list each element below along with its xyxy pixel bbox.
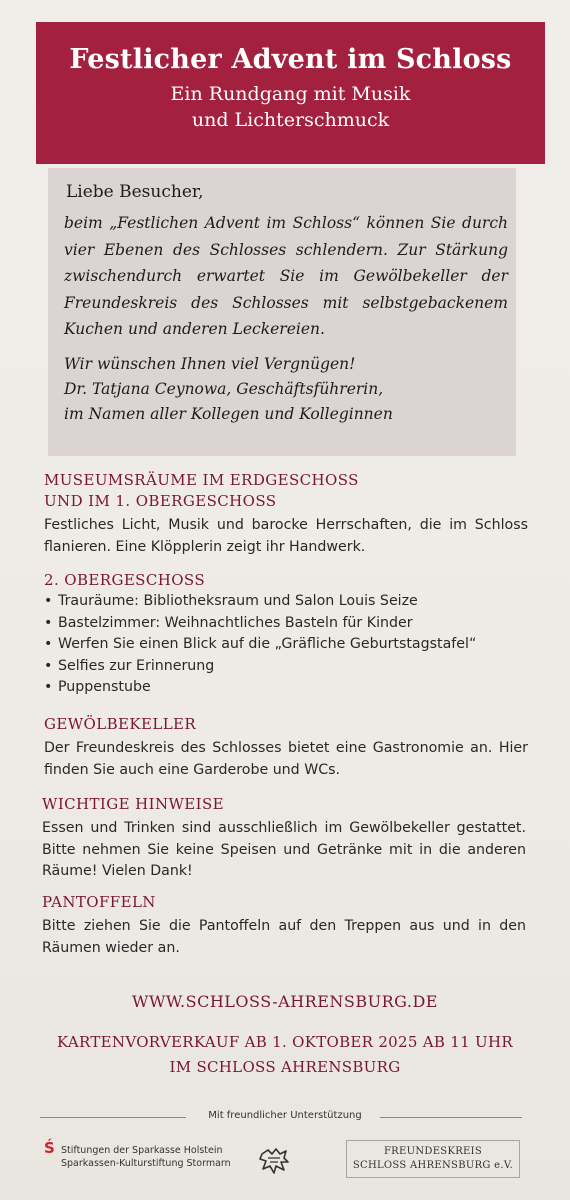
flyer-subtitle bbox=[36, 81, 545, 133]
sponsor-line-1: Stiftungen der Sparkasse Holstein bbox=[61, 1145, 223, 1156]
presale-line-2: IM SCHLOSS AHRENSBURG bbox=[169, 1058, 401, 1076]
welcome-box bbox=[48, 168, 516, 456]
section-cellar bbox=[44, 714, 528, 781]
support-label: Mit freundlicher Unterstützung bbox=[208, 1110, 362, 1121]
subtitle-line-1: Ein Rundgang mit Musik bbox=[170, 83, 411, 105]
section-slippers-title: PANTOFFELN bbox=[42, 893, 156, 911]
signature-note: im Namen aller Kollegen und Kolleginnen bbox=[64, 405, 393, 423]
section-slippers-text: Bitte ziehen Sie die Pantoffeln auf den Treppen aus und in den Räumen wieder an. bbox=[42, 918, 526, 956]
section-museum-title-2: UND IM 1. OBERGESCHOSS bbox=[44, 492, 277, 510]
list-item: • Puppenstube bbox=[44, 677, 528, 699]
welcome-signature-block bbox=[64, 352, 504, 427]
sparkasse-s-icon: Ś bbox=[44, 1139, 55, 1157]
subtitle-line-2: und Lichterschmuck bbox=[191, 109, 390, 131]
flyer-title: Festlicher Advent im Schloss bbox=[69, 44, 512, 75]
section-notes-text: Essen und Trinken sind ausschließlich im Gewölbekeller gestattet. Bitte nehmen Sie keine Speisen und Getränke mit in die anderen Räume! Vielen Dank! bbox=[42, 820, 526, 879]
section-second-floor-title: 2. OBERGESCHOSS bbox=[44, 571, 205, 589]
section-slippers bbox=[42, 892, 526, 959]
signature-name: Dr. Tatjana Ceynowa, Geschäftsführerin, bbox=[64, 380, 384, 398]
presale-line-1: KARTENVORVERKAUF AB 1. OKTOBER 2025 AB 11 UHR bbox=[57, 1033, 513, 1051]
list-item: • Bastelzimmer: Weihnachtliches Basteln für Kinder bbox=[44, 613, 528, 635]
section-museum-text: Festliches Licht, Musik und barocke Herrschaften, die im Schloss flanieren. Eine Klöpplerin zeigt ihr Handwerk. bbox=[44, 517, 528, 555]
sponsor-line-2: Sparkassen-Kulturstiftung Stormarn bbox=[61, 1158, 231, 1169]
welcome-greeting: Liebe Besucher, bbox=[66, 182, 204, 202]
freundeskreis-line-1: FREUNDESKREIS bbox=[383, 1146, 483, 1157]
sparkasse-text bbox=[61, 1144, 231, 1170]
list-item: • Werfen Sie einen Blick auf die „Gräfliche Geburtstagstafel“ bbox=[44, 634, 528, 656]
title-banner bbox=[36, 22, 545, 164]
list-item: • Trauräume: Bibliotheksraum und Salon Louis Seize bbox=[44, 591, 528, 613]
presale-info bbox=[0, 1030, 570, 1080]
second-floor-list bbox=[44, 591, 528, 699]
section-cellar-title: GEWÖLBEKELLER bbox=[44, 715, 197, 733]
freundeskreis-logo bbox=[346, 1140, 520, 1178]
list-item: • Selfies zur Erinnerung bbox=[44, 656, 528, 678]
heraldic-bird-icon bbox=[258, 1146, 292, 1176]
section-museum-title-1: MUSEUMSRÄUME IM ERDGESCHOSS bbox=[44, 471, 359, 489]
section-second-floor bbox=[44, 570, 528, 699]
welcome-wish: Wir wünschen Ihnen viel Vergnügen! bbox=[64, 355, 356, 373]
section-notes-title: WICHTIGE HINWEISE bbox=[42, 795, 224, 813]
freundeskreis-line-2: SCHLOSS AHRENSBURG e.V. bbox=[352, 1160, 514, 1171]
welcome-text: beim „Festlichen Advent im Schloss“ können Sie durch vier Ebenen des Schlosses schlendern. Zur Stärkung zwischendurch erwartet Sie im Gewölbekeller der Freundeskreis des Schlosses mit selbstgebackenem Kuchen und anderen Leckereien. bbox=[64, 214, 508, 338]
section-notes bbox=[42, 794, 526, 883]
section-museum bbox=[44, 470, 528, 558]
section-cellar-text: Der Freundeskreis des Schlosses bietet eine Gastronomie an. Hier finden Sie auch eine Garderobe und WCs. bbox=[44, 740, 528, 778]
website-link[interactable]: WWW.SCHLOSS-AHRENSBURG.DE bbox=[132, 992, 438, 1011]
